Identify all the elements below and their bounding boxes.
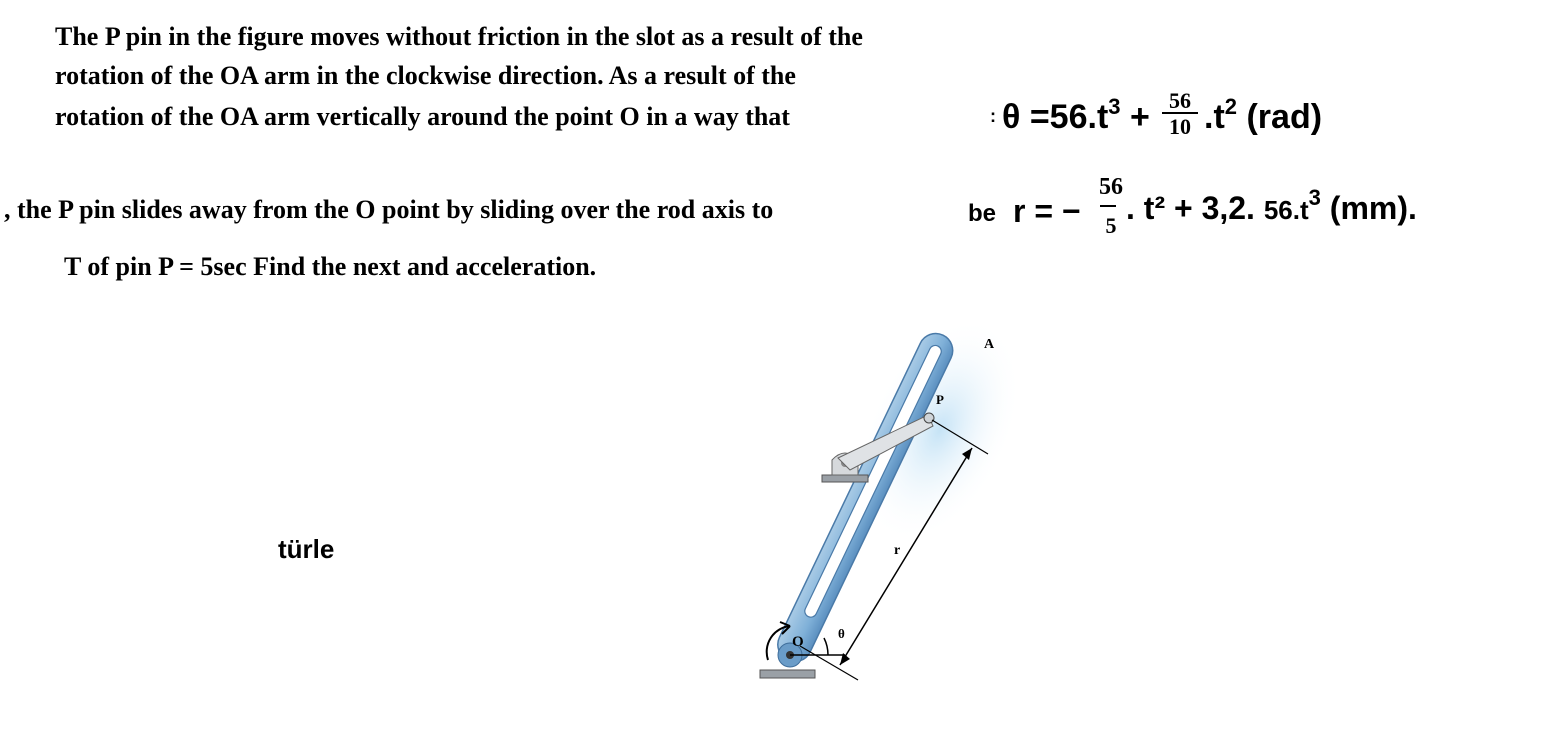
theta-fraction [1162,90,1198,140]
r-tail [1126,185,1417,227]
label-theta: θ [838,626,845,641]
slotted-arm-figure [740,320,1020,690]
r-be: be [968,200,997,227]
theta-arc [824,638,828,655]
problem-line-4: , the P pin slides away from the O point by sliding over the rod axis to [4,195,774,224]
theta-frac-num: 56 [1162,90,1198,114]
r-unit: (mm). [1320,190,1417,226]
pin-p [924,413,934,423]
r-middle: . t² + 3,2. [1126,190,1264,226]
problem-line-3: rotation of the OA arm vertically around the point O in a way that [55,102,790,131]
theta-equation [990,94,1150,137]
theta-exp3: 3 [1108,94,1121,119]
r-fraction [1094,173,1128,239]
label-P: P [936,392,944,407]
problem-line-5: T of pin P = 5sec Find the next and acceleration. [64,252,597,281]
r-frac-num: 56 [1099,174,1123,200]
theta-plus: + [1120,98,1150,136]
label-r: r [894,543,901,558]
label-O: O [792,634,804,650]
theta-lead: : [990,106,996,126]
r-frac-den: 5 [1105,213,1117,238]
theta-exp2: 2 [1224,94,1238,119]
r-coef: 56.t [1263,195,1309,225]
theta-unit: (rad) [1237,98,1323,136]
theta-t2: .t [1204,98,1225,136]
r-frac-bar [1100,205,1116,207]
label-A: A [984,337,995,352]
theta-tail [1204,94,1323,137]
theta-lhs: θ =56.t [1002,98,1109,136]
problem-line-2: rotation of the OA arm in the clockwise direction. As a result of the [55,61,796,90]
problem-line-1: The P pin in the figure moves without friction in the slot as a result of the [55,22,863,51]
r-exp3: 3 [1308,185,1321,210]
r-lhs: r = − [1013,193,1081,229]
annotation-text: türle [278,534,335,564]
theta-frac-den: 10 [1169,114,1191,139]
